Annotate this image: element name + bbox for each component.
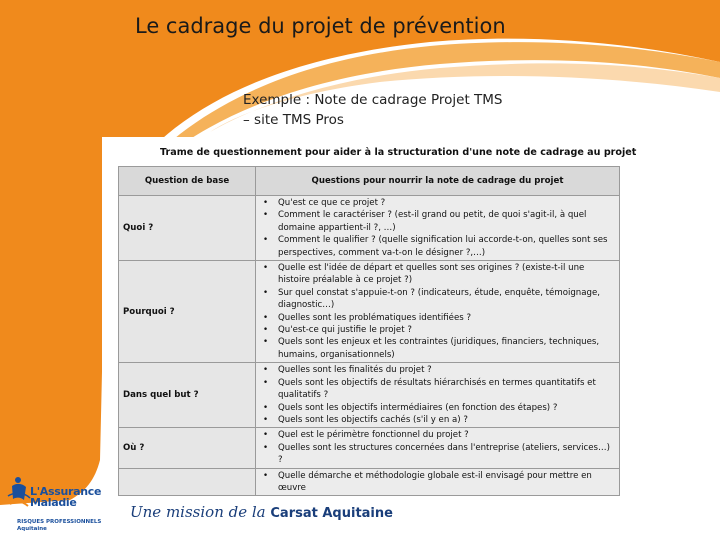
table-row <box>119 428 620 468</box>
table-header-row <box>119 167 620 196</box>
table-row <box>119 363 620 428</box>
row-question: Dans quel but ? <box>119 363 256 428</box>
list-item: • Comment le qualifier ? (quelle signification lui accorde-t-on, quelles sont ses perspectives, comment va-t-on le désigner ?,…) <box>278 234 615 259</box>
row-question <box>119 468 256 496</box>
list-item: • Quelles sont les finalités du projet ? <box>278 364 615 376</box>
document-title: Trame de questionnement pour aider à la structuration d'une note de cadrage au projet <box>160 147 637 158</box>
list-item: • Quels sont les objectifs intermédiaires (en fonction des étapes) ? <box>278 402 615 414</box>
list-item: • Quelle est l'idée de départ et quelles sont ses origines ? (existe-t-il une histoire préalable à ce projet ?) <box>278 262 615 287</box>
list-item: • Quelle démarche et méthodologie globale est-il envisagé pour mettre en œuvre <box>278 470 615 495</box>
list-item: • Quels sont les enjeux et les contraintes (juridiques, financiers, techniques, humains, organisationnels) <box>278 336 615 361</box>
list-item: • Qu'est ce que ce projet ? <box>278 197 615 209</box>
row-items <box>256 428 620 468</box>
logo-line-2: Maladie <box>30 496 77 509</box>
list-item: • Quels sont les objectifs cachés (s'il y en a) ? <box>278 414 615 426</box>
list-item: • Sur quel constat s'appuie-t-on ? (indicateurs, étude, enquête, témoignage, diagnostic…) <box>278 287 615 312</box>
logo-sub-line-1: RISQUES PROFESSIONNELS <box>17 519 102 525</box>
list-item: • Quel est le périmètre fonctionnel du projet ? <box>278 429 615 441</box>
row-question: Pourquoi ? <box>119 261 256 363</box>
table-row <box>119 196 620 261</box>
logo-line-1: L'Assurance <box>30 485 102 498</box>
header-questions-note: Questions pour nourrir la note de cadrage du projet <box>256 167 620 196</box>
list-item: • Quelles sont les problématiques identifiées ? <box>278 312 615 324</box>
logo-wordmark <box>30 486 101 508</box>
row-items <box>256 468 620 496</box>
table-row <box>119 468 620 496</box>
document-excerpt <box>102 137 637 493</box>
row-items <box>256 261 620 363</box>
list-item: • Quels sont les objectifs de résultats hiérarchisés en termes quantitatifs et qualitatifs ? <box>278 377 615 402</box>
slide-title: Le cadrage du projet de prévention <box>135 14 506 38</box>
header-question-de-base: Question de base <box>119 167 256 196</box>
table-row <box>119 261 620 363</box>
slide-subtitle <box>243 90 563 130</box>
mission-tagline <box>130 503 393 521</box>
subtitle-line-2: – site TMS Pros <box>243 112 344 128</box>
row-items <box>256 196 620 261</box>
row-items <box>256 363 620 428</box>
list-item: • Quelles sont les structures concernées dans l'entreprise (ateliers, services…) ? <box>278 442 615 467</box>
mission-script-text: Une mission de la <box>130 503 271 521</box>
row-question: Quoi ? <box>119 196 256 261</box>
subtitle-line-1: Exemple : Note de cadrage Projet TMS <box>243 92 503 108</box>
row-question: Où ? <box>119 428 256 468</box>
logo-subtitle <box>17 519 101 533</box>
list-item: • Comment le caractériser ? (est-il grand ou petit, de quoi s'agit-il, à quel domaine appartient-il ?, …) <box>278 209 615 234</box>
questions-table <box>118 166 620 496</box>
mission-organisation: Carsat Aquitaine <box>270 506 393 521</box>
list-item: • Qu'est-ce qui justifie le projet ? <box>278 324 615 336</box>
logo-sub-line-2: Aquitaine <box>17 526 47 532</box>
